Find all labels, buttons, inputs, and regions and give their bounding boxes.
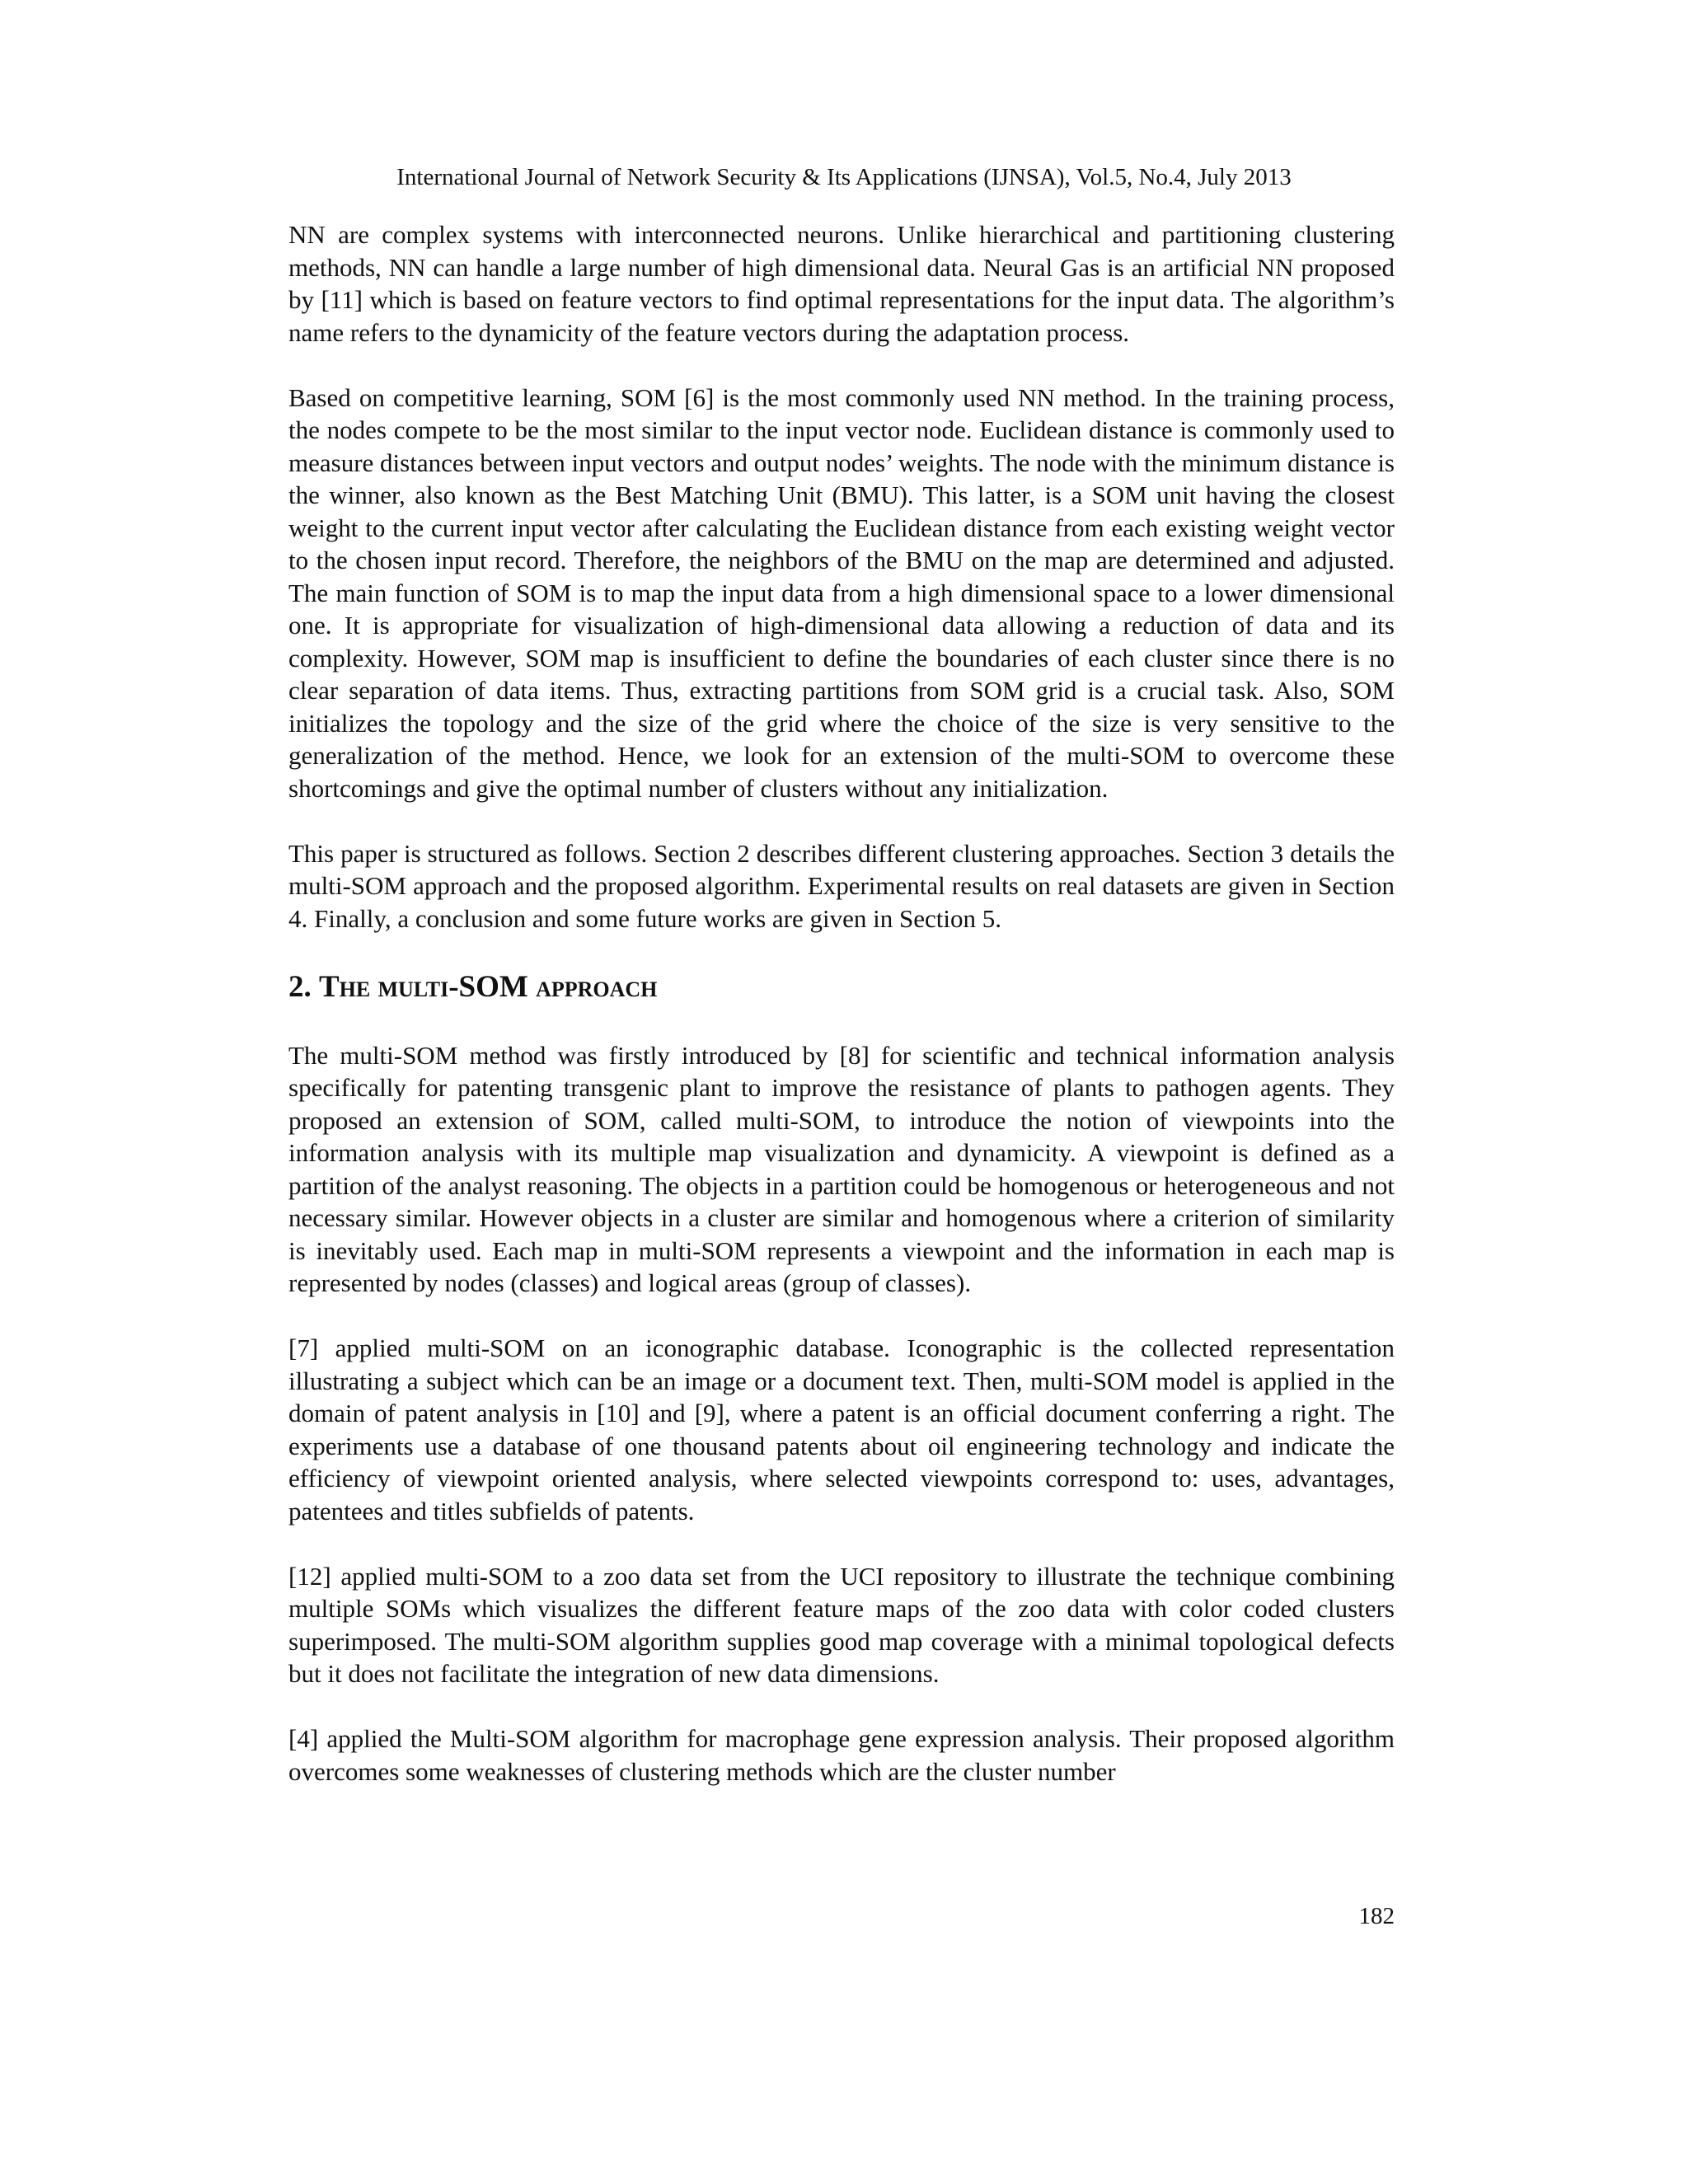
paragraph-som: Based on competitive learning, SOM [6] is the most commonly used NN method. In the training process, the nodes compete to be the most similar to the input vector node. Euclidean distance is commonly used to measure distances between input vectors and output nodes’ weights. The node with the minimum distance is the winner, also known as the Best Matching Unit (BMU). This latter, is a SOM unit having the closest weight to the current input vector after calculating the Euclidean distance from each existing weight vector to the chosen input record. Therefore, the neighbors of the BMU on the map are determined and adjusted. The main function of SOM is to map the input data from a high dimensional space to a lower dimensional one. It is appropriate for visualization of high-dimensional data allowing a reduction of data and its complexity. However, SOM map is insufficient to define the boundaries of each cluster since there is no clear separation of data items. Thus, extracting partitions from SOM grid is a crucial task. Also, SOM initializes the topology and the size of the grid where the choice of the size is very sensitive to the generalization of the method. Hence, we look for an extension of the multi-SOM to overcome these shortcomings and give the optimal number of clusters without any initialization. <box>288 382 1395 803</box>
paragraph-macrophage: [4] applied the Multi-SOM algorithm for macrophage gene expression analysis. Their proposed algorithm overcomes some weaknesses of clustering methods which are the cluster number <box>288 1724 1395 1786</box>
section-number: 2. <box>288 969 312 1004</box>
paragraph-multisom-intro: The multi-SOM method was firstly introduced by [8] for scientific and technical information analysis specifically for patenting transgenic plant to improve the resistance of plants to pathogen agents. They proposed an extension of SOM, called multi-SOM, to introduce the notion of viewpoints into the information analysis with its multiple map visualization and dynamicity. A viewpoint is defined as a partition of the analyst reasoning. The objects in a partition could be homogenous or heterogeneous and not necessary similar. However objects in a cluster are similar and homogenous where a criterion of similarity is inevitably used. Each map in multi-SOM represents a viewpoint and the information in each map is represented by nodes (classes) and logical areas (group of classes). <box>288 1040 1395 1297</box>
journal-header: International Journal of Network Security & Its Applications (IJNSA), Vol.5, No.4, July 2013 <box>396 164 1292 190</box>
section-heading <box>288 968 1395 1007</box>
paragraph-iconographic: [7] applied multi-SOM on an iconographic database. Iconographic is the collected representation illustrating a subject which can be an image or a document text. Then, multi-SOM model is applied in the domain of patent analysis in [10] and [9], where a patent is an official document conferring a right. The experiments use a database of one thousand patents about oil engineering technology and indicate the efficiency of viewpoint oriented analysis, where selected viewpoints correspond to: uses, advantages, patentees and titles subfields of patents. <box>288 1333 1395 1526</box>
page-number: 182 <box>1358 1903 1395 1929</box>
paragraph-zoo: [12] applied multi-SOM to a zoo data set from the UCI repository to illustrate the technique combining multiple SOMs which visualizes the different feature maps of the zoo data with color coded clusters superimposed. The multi-SOM algorithm supplies good map coverage with a minimal topological defects but it does not facilitate the integration of new data dimensions. <box>288 1561 1395 1688</box>
section-title: The multi-SOM approach <box>319 969 658 1004</box>
paragraph-structure: This paper is structured as follows. Section 2 describes different clustering approaches. Section 3 details the multi-SOM approach and the proposed algorithm. Experimental results on real datasets are given in Section 4. Finally, a conclusion and some future works are given in Section 5. <box>288 838 1395 933</box>
paragraph-nn-intro: NN are complex systems with interconnected neurons. Unlike hierarchical and partitioning clustering methods, NN can handle a large number of high dimensional data. Neural Gas is an artificial NN proposed by [11] which is based on feature vectors to find optimal representations for the input data. The algorithm’s name refers to the dynamicity of the feature vectors during the adaptation process. <box>288 220 1395 347</box>
main-content <box>288 218 1395 1821</box>
